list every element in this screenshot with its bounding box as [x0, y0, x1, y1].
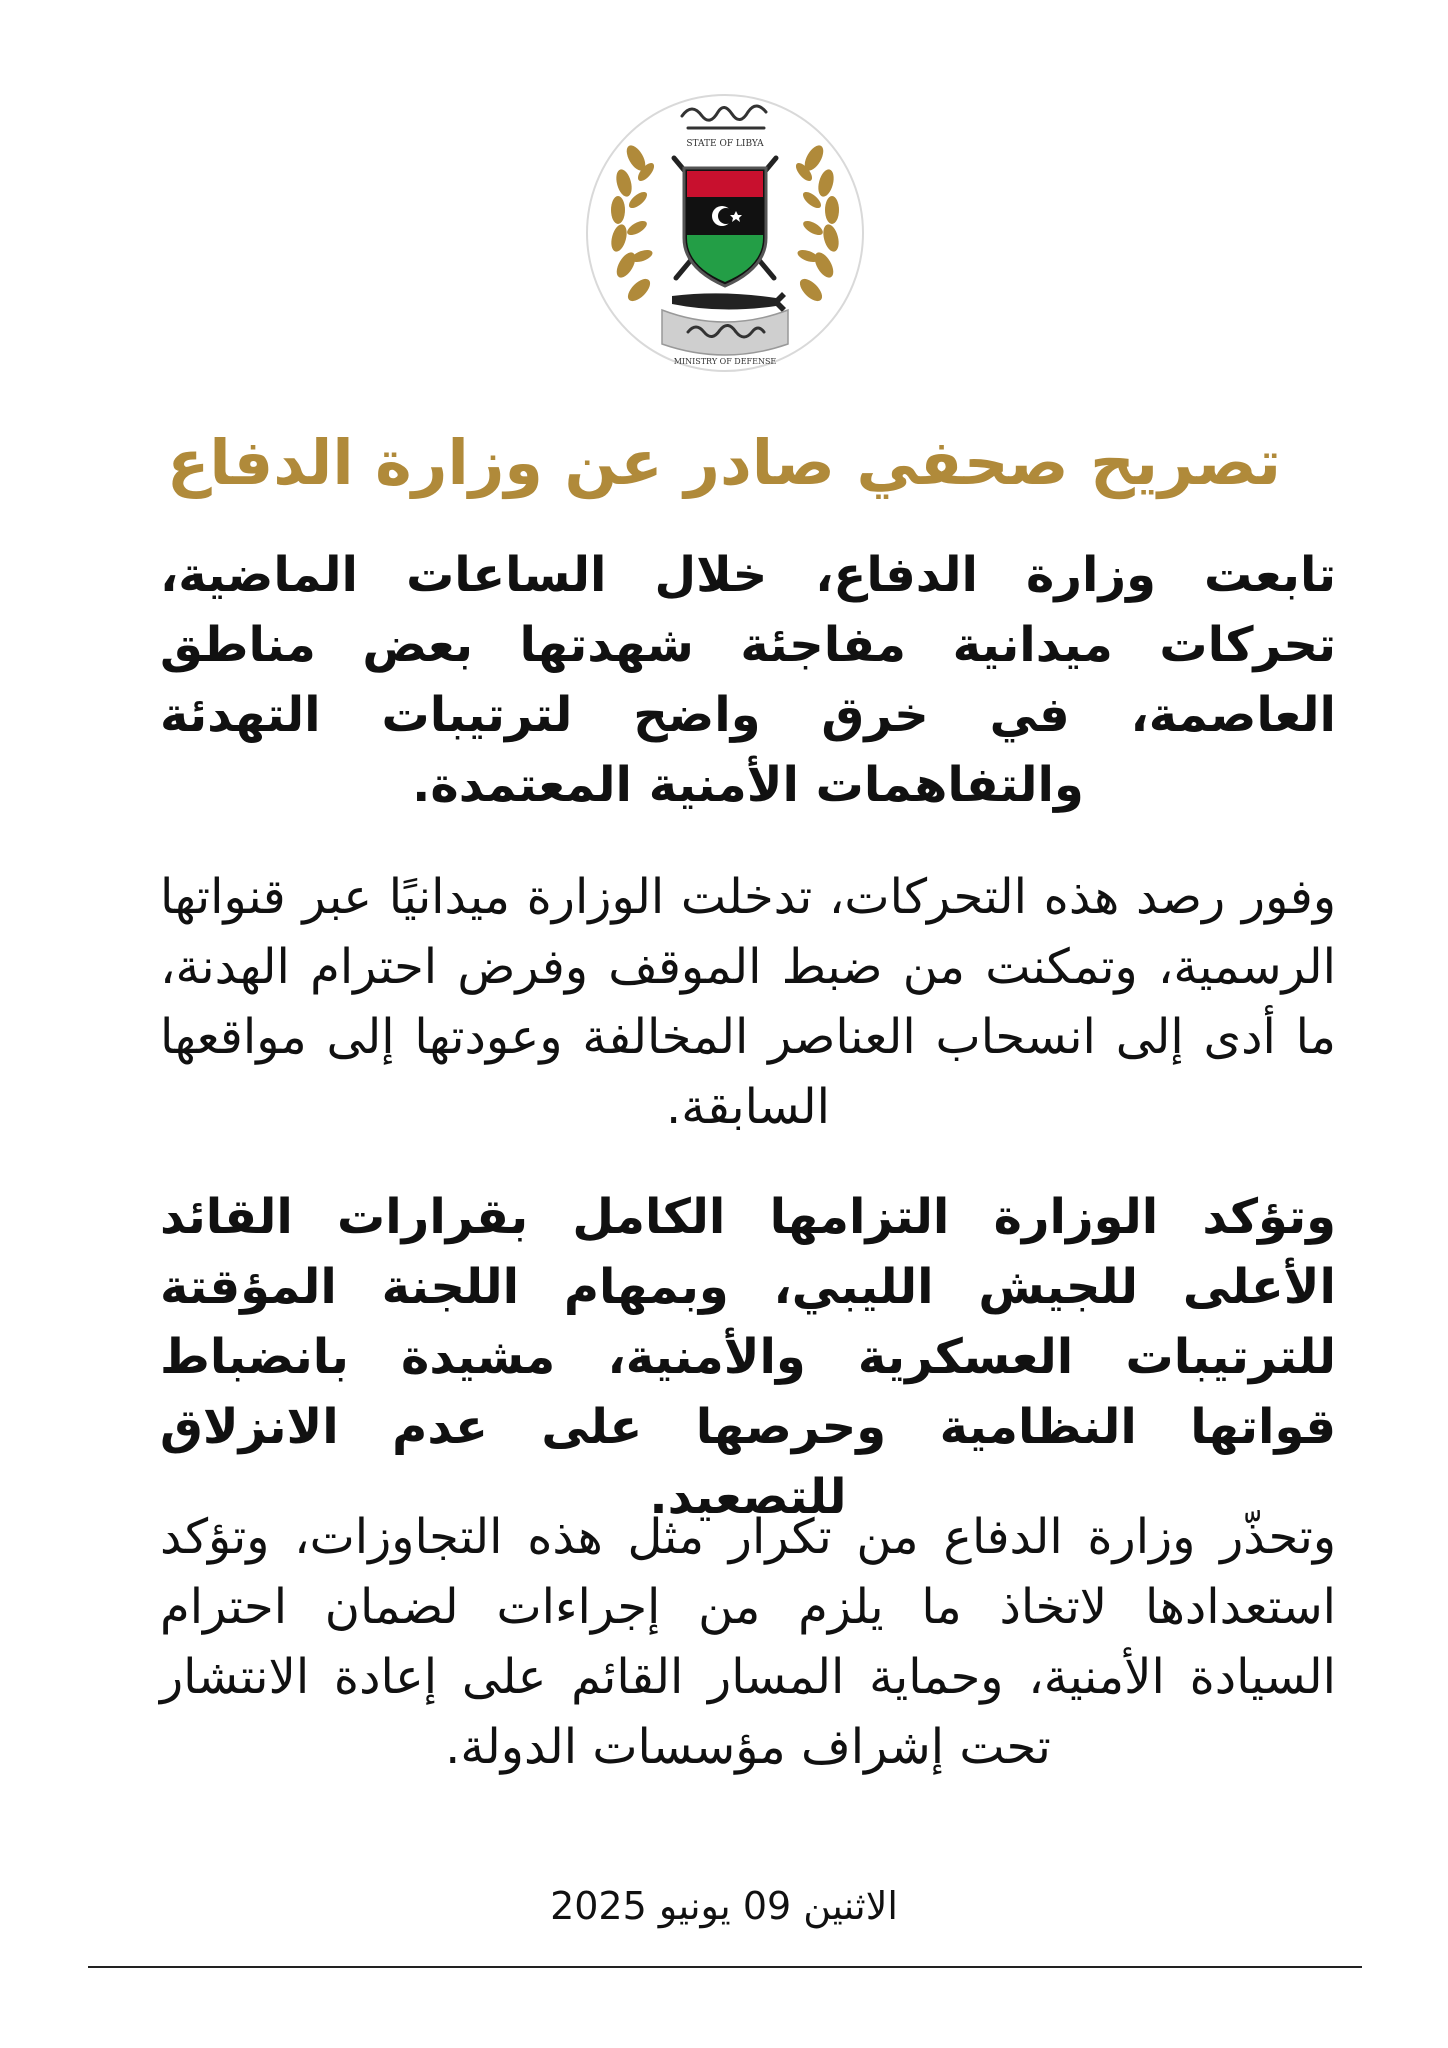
footer-divider	[88, 1966, 1362, 1968]
svg-text:MINISTRY OF DEFENSE: MINISTRY OF DEFENSE	[673, 357, 777, 366]
release-date: الاثنين 09 يونيو 2025	[550, 1884, 898, 1928]
svg-text:STATE OF LIBYA: STATE OF LIBYA	[686, 139, 764, 149]
paragraph-2: وفور رصد هذه التحركات، تدخلت الوزارة ميدانيًا عبر قنواتها الرسمية، وتمكنت من ضبط الموقف وفرض احترام الهدنة، ما أدى إلى انسحاب العناصر المخالفة وعودتها إلى مواقعها السابقة.	[160, 869, 1336, 1135]
ministry-of-defense-emblem	[584, 88, 866, 378]
libyan-flag-shield-icon	[684, 168, 766, 286]
paragraph-4: وتحذّر وزارة الدفاع من تكرار مثل هذه التجاوزات، وتؤكد استعدادها لاتخاذ ما يلزم من إجراءات لضمان احترام السيادة الأمنية، وحماية المسار القائم على إعادة الانتشار تحت إشراف مؤسسات الدولة.	[160, 1509, 1336, 1775]
paragraph-1: تابعت وزارة الدفاع، خلال الساعات الماضية، تحركات ميدانية مفاجئة شهدتها بعض مناطق العاصمة، في خرق واضح لترتيبات التهدئة والتفاهمات الأمنية المعتمدة.	[160, 547, 1336, 813]
paragraph-3: وتؤكد الوزارة التزامها الكامل بقرارات القائد الأعلى للجيش الليبي، وبمهام اللجنة المؤقتة للترتيبات العسكرية والأمنية، مشيدة بانضباط قواتها النظامية وحرصها على عدم الانزلاق للتصعيد.	[160, 1189, 1336, 1525]
page-title: تصريح صحفي صادر عن وزارة الدفاع	[167, 426, 1281, 499]
